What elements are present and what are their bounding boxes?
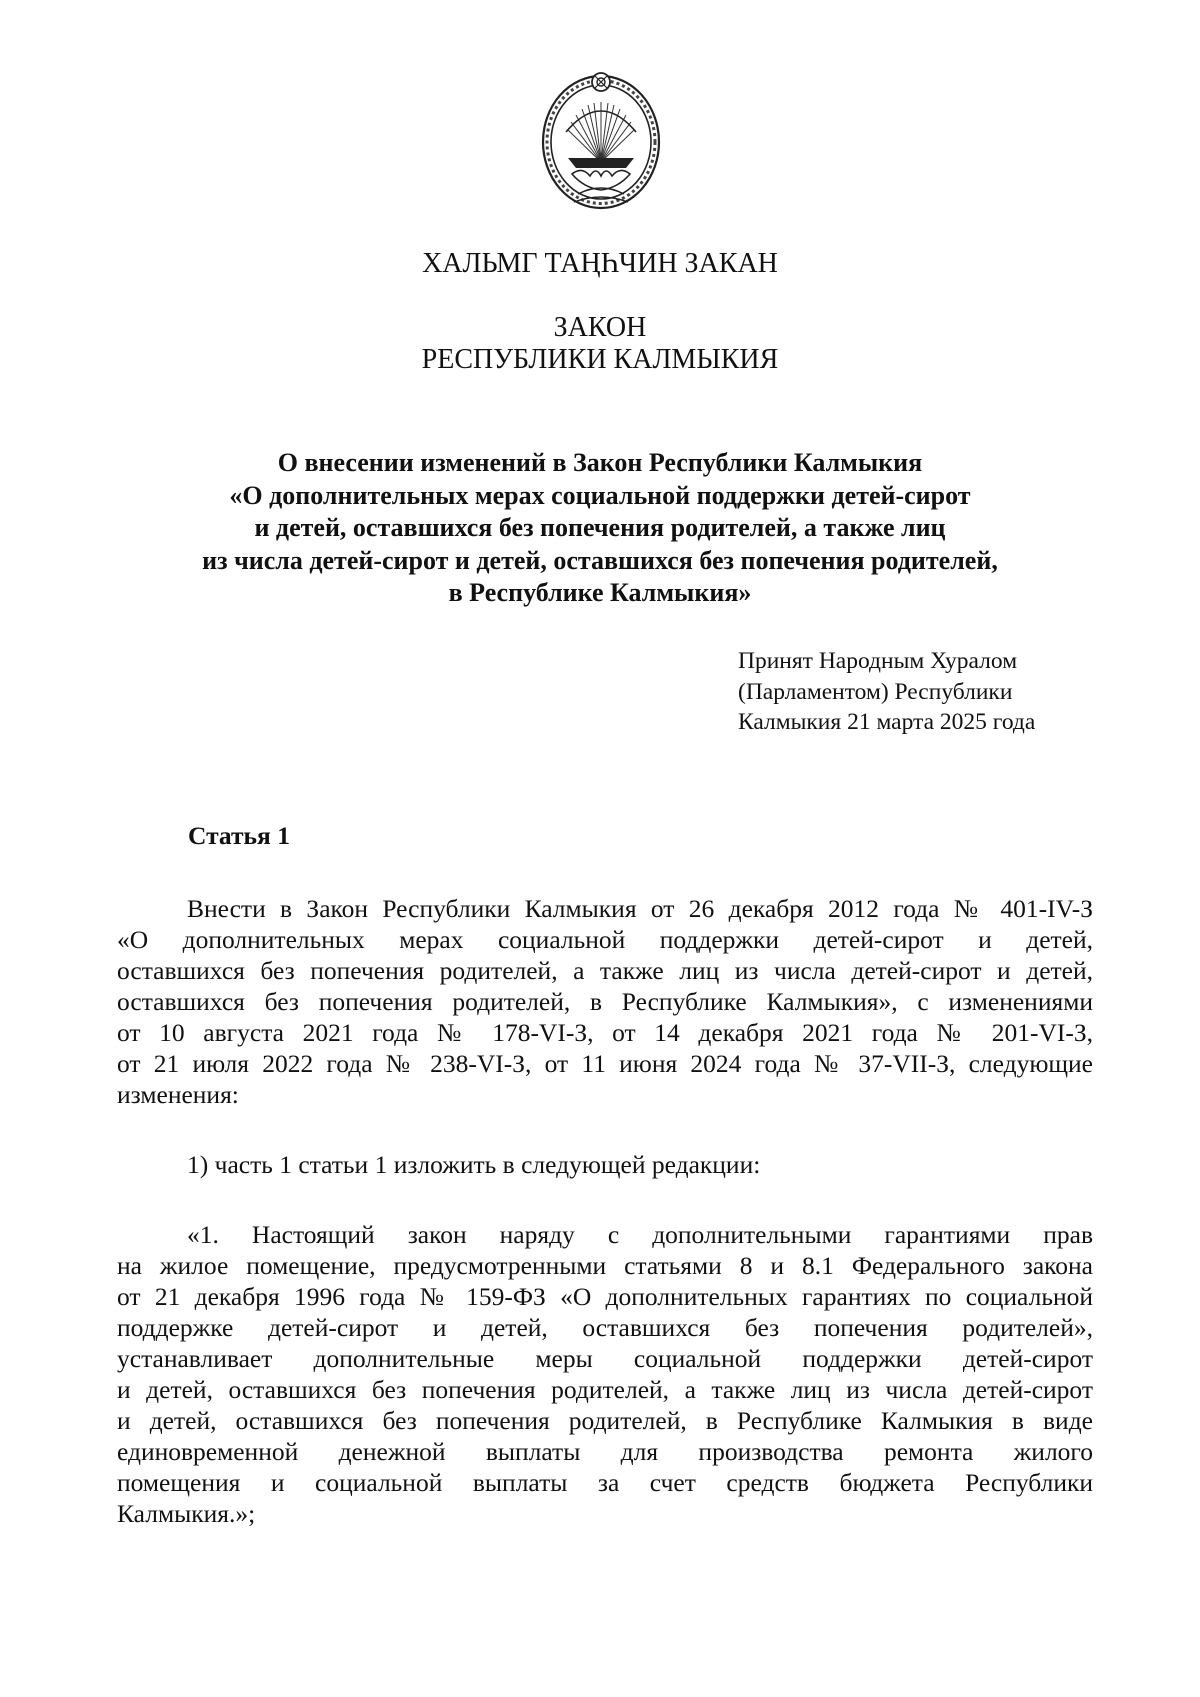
paragraph-line: 1) часть 1 статьи 1 изложить в следующей редакции: <box>187 1150 761 1179</box>
kalmyk-title: ХАЛЬМГ ТАҢҺЧИН ЗАКАН <box>422 248 778 279</box>
paragraph-line: от 10 августа 2021 года № 178-VI-З, от 14 декабря 2021 года № 201-VI-З, <box>117 1018 1093 1047</box>
paragraph-line: и детей, оставшихся без попечения родителей, а также лиц из числа детей-сирот <box>117 1375 1093 1404</box>
paragraph-line: от 21 июля 2022 года № 238-VI-З, от 11 июня 2024 года № 37-VII-З, следующие <box>117 1049 1093 1078</box>
paragraph-line: на жилое помещение, предусмотренными статьями 8 и 8.1 Федерального закона <box>117 1251 1093 1280</box>
adoption-line: Калмыкия 21 марта 2025 года <box>738 709 1036 735</box>
republic-name: РЕСПУБЛИКИ КАЛМЫКИЯ <box>421 344 779 375</box>
title-line: из числа детей-сирот и детей, оставшихся без попечения родителей, <box>202 545 998 575</box>
paragraph-line: единовременной денежной выплаты для производства ремонта жилого <box>117 1437 1093 1466</box>
paragraph-line: устанавливает дополнительные меры социальной поддержки детей-сирот <box>117 1344 1093 1373</box>
paragraph-line: Калмыкия.»; <box>117 1499 256 1528</box>
adoption-line: Принят Народным Хуралом <box>738 648 1018 674</box>
adoption-line: (Парламентом) Республики <box>738 678 1013 705</box>
article-paragraph-1 <box>117 893 1093 1110</box>
paragraph-line: изменения: <box>117 1080 239 1109</box>
title-line: в Республике Калмыкия» <box>448 578 752 607</box>
paragraph-line: от 21 декабря 1996 года № 159-ФЗ «О дополнительных гарантиях по социальной <box>117 1282 1093 1311</box>
paragraph-line: поддержке детей-сирот и детей, оставшихся без попечения родителей», <box>117 1313 1093 1342</box>
law-title <box>150 447 1050 610</box>
article-heading: Статья 1 <box>188 821 290 850</box>
law-label: ЗАКОН <box>553 312 647 343</box>
adoption-note <box>738 646 1035 738</box>
item-1 <box>117 1149 1093 1180</box>
article-paragraph-2 <box>117 1219 1093 1529</box>
paragraph-line: помещения и социальной выплаты за счет средств бюджета Республики <box>117 1468 1093 1497</box>
coat-of-arms-emblem <box>538 70 664 218</box>
paragraph-line: оставшихся без попечения родителей, а также лиц из числа детей-сирот и детей, <box>117 956 1093 985</box>
title-line: и детей, оставшихся без попечения родителей, а также лиц <box>254 513 946 542</box>
paragraph-line: Внести в Закон Республики Калмыкия от 26 декабря 2012 года № 401-IV-З <box>187 894 1093 923</box>
paragraph-line: «1. Настоящий закон наряду с дополнительными гарантиями прав <box>187 1220 1093 1249</box>
title-line: «О дополнительных мерах социальной поддержки детей-сирот <box>229 480 971 510</box>
title-line: О внесении изменений в Закон Республики Калмыкия <box>277 448 923 477</box>
paragraph-line: и детей, оставшихся без попечения родителей, в Республике Калмыкия в виде <box>117 1406 1093 1435</box>
paragraph-line: оставшихся без попечения родителей, в Республике Калмыкия», с изменениями <box>117 987 1093 1016</box>
paragraph-line: «О дополнительных мерах социальной поддержки детей-сирот и детей, <box>117 925 1093 954</box>
